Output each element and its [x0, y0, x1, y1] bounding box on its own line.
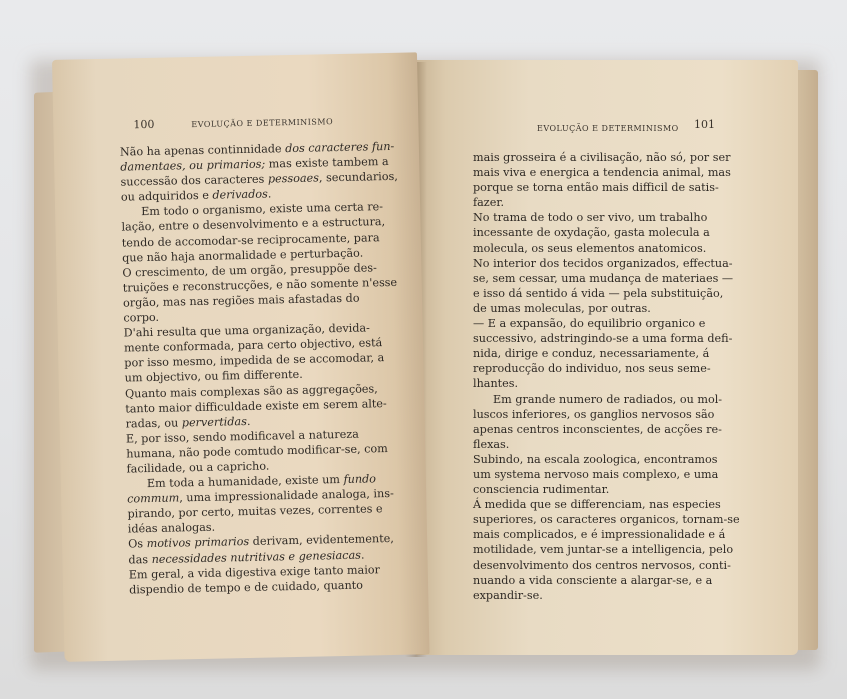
text-segment: e isso dá sentido á vida — pela substituição,	[473, 286, 724, 300]
italic-text: necessidades nutritivas e genesiacas	[151, 548, 362, 566]
italic-text: fundo	[343, 472, 377, 487]
italic-text: damentaes, ou primarios;	[120, 157, 266, 174]
text-segment: pirando, por certo, muitas vezes, correntes e	[127, 502, 383, 521]
italic-text: pessoaes	[267, 171, 320, 186]
text-line	[473, 542, 740, 557]
text-segment: Quanto mais complexas são as aggregações,	[124, 381, 378, 401]
text-line	[473, 422, 740, 437]
text-segment: que não haja anormalidade e perturbação.	[122, 246, 364, 265]
text-segment: successivo, adstringindo-se a uma forma defi-	[473, 332, 733, 346]
text-line	[473, 467, 740, 482]
text-segment: No trama de todo o ser vivo, um trabalho	[473, 211, 708, 225]
text-line	[473, 316, 740, 331]
text-segment: consciencia rudimentar.	[473, 483, 610, 497]
text-line	[473, 497, 740, 512]
text-line	[473, 331, 740, 346]
text-segment: mais viva e energica a tendencia animal, mas	[473, 166, 731, 180]
italic-text: motivos primarios	[146, 535, 250, 551]
text-line	[473, 241, 740, 256]
text-segment: mais complicados, e é impressionalidade e á	[473, 528, 726, 542]
text-line	[473, 588, 740, 603]
text-line	[473, 512, 740, 527]
italic-text: derivados	[212, 187, 268, 202]
text-segment: reproducção do individuo, nos seus seme-	[473, 362, 711, 376]
text-segment: mais grosseira é a civilisação, não só, por ser	[473, 151, 731, 164]
left-page-text	[120, 139, 407, 598]
text-segment: mente conformada, para certo objectivo, está	[123, 336, 383, 355]
text-line	[473, 376, 740, 391]
text-segment: , uma impressionalidade analoga, ins-	[179, 487, 394, 505]
text-segment: expandir-se.	[473, 588, 543, 602]
text-segment: — E a expansão, do equilibrio organico e	[473, 317, 706, 331]
text-segment: .	[246, 414, 251, 428]
text-line	[473, 165, 740, 180]
left-running-header: EVOLUÇÃO E DETERMINISMO	[191, 117, 334, 130]
text-segment: ou adquiridos e	[120, 188, 213, 204]
text-segment: motilidade, vem juntar-se a intelligencia, pelo	[473, 543, 734, 557]
text-segment: corpo.	[123, 310, 160, 325]
text-segment: , secundarios,	[318, 169, 398, 185]
text-segment: .	[360, 548, 365, 562]
text-segment: das	[128, 552, 152, 567]
text-line	[473, 361, 740, 376]
text-segment: Em toda a humanidade, existe um	[146, 473, 344, 491]
italic-text: pervertidas	[181, 414, 248, 430]
text-segment: O crescimento, de um orgão, presuppõe des-	[122, 260, 377, 280]
text-segment: de umas moleculas, por outras.	[473, 301, 651, 315]
italic-text: commum	[127, 491, 180, 506]
text-segment: incessante de oxydação, gasta molecula a	[473, 226, 710, 240]
text-segment: tanto maior difficuldade existe em serem alte-	[125, 396, 387, 416]
text-line	[473, 452, 740, 467]
text-segment: porque se torna então mais difficil de satis-	[473, 181, 719, 195]
text-line	[473, 482, 740, 497]
text-segment: No interior dos tecidos organizados, effectua-	[473, 256, 733, 270]
text-segment: um objectivo, ou fim differente.	[124, 368, 303, 385]
text-segment: humana, não pode comtudo modificar-se, com	[126, 441, 388, 461]
text-segment: D'ahi resulta que uma organização, devida-	[123, 321, 371, 340]
text-segment: Subindo, na escala zoologica, encontramos	[473, 452, 718, 466]
text-segment: nuando a vida consciente a alargar-se, e a	[473, 573, 713, 587]
text-line	[473, 437, 740, 452]
text-line	[473, 407, 740, 422]
text-segment: Á medida que se differenciam, nas especies	[473, 498, 721, 512]
text-line	[473, 271, 740, 286]
text-segment: Em geral, a vida digestiva exige tanto maior	[128, 562, 381, 582]
left-page	[52, 52, 430, 662]
text-segment: idéas analogas.	[127, 521, 216, 536]
right-running-header: EVOLUÇÃO E DETERMINISMO	[537, 124, 679, 133]
text-segment: um systema nervoso mais complexo, e uma	[473, 467, 719, 481]
right-page	[415, 60, 798, 655]
text-segment: derivam, evidentemente,	[249, 532, 394, 549]
text-segment: facilidade, ou a capricho.	[126, 459, 270, 476]
text-segment: lação, entre o desenvolvimento e a estructura,	[121, 215, 386, 235]
right-page-text	[473, 150, 740, 603]
text-segment: lhantes.	[473, 377, 519, 391]
text-segment: successão dos caracteres	[120, 172, 269, 189]
text-segment: se, sem cessar, uma mudança de materiaes —	[473, 271, 734, 285]
text-segment: E, por isso, sendo modificavel a natureza	[125, 427, 359, 446]
text-segment: Em grande numero de radiados, ou mol-	[493, 392, 723, 406]
text-segment: .	[267, 187, 272, 201]
text-line	[473, 195, 740, 210]
text-line	[473, 558, 740, 573]
text-segment: flexas.	[473, 437, 510, 451]
text-segment: nida, dirige e conduz, necessariamente, á	[473, 347, 710, 361]
left-page-number: 100	[133, 117, 155, 132]
text-line	[473, 346, 740, 361]
text-segment: fazer.	[473, 196, 504, 210]
text-segment: apenas centros inconscientes, de acções re-	[473, 422, 722, 436]
text-line	[473, 573, 740, 588]
text-line	[473, 150, 740, 165]
text-segment: luscos inferiores, os ganglios nervosos são	[473, 407, 715, 421]
text-segment: dispendio de tempo e de cuidado, quanto	[128, 578, 364, 597]
text-line	[473, 392, 740, 407]
text-line	[473, 527, 740, 542]
italic-text: dos caracteres fun-	[285, 139, 395, 156]
text-segment: desenvolvimento dos centros nervosos, conti-	[473, 558, 731, 572]
text-segment: superiores, os caracteres organicos, tornam-se	[473, 513, 740, 527]
text-segment: molecula, os seus elementos anatomicos.	[473, 241, 707, 255]
text-line	[473, 286, 740, 301]
text-segment: Não ha apenas continnidade	[119, 142, 286, 159]
text-segment: Os	[128, 537, 147, 551]
text-segment: Em todo o organismo, existe uma certa re-	[141, 200, 384, 219]
text-segment: truições e reconstrucções, e não somente n'esse	[122, 275, 398, 295]
text-line	[473, 210, 740, 225]
right-page-number: 101	[694, 118, 715, 131]
text-line	[473, 180, 740, 195]
text-segment: mas existe tambem a	[265, 155, 389, 171]
text-segment: radas, ou	[125, 416, 182, 431]
text-segment: orgão, mas nas regiões mais afastadas do	[122, 291, 360, 310]
text-line	[473, 225, 740, 240]
text-line	[473, 301, 740, 316]
text-segment: por isso mesmo, impedida de se accomodar, a	[124, 351, 385, 370]
text-segment: tendo de accomodar-se reciprocamente, para	[121, 230, 380, 250]
text-line	[473, 256, 740, 271]
